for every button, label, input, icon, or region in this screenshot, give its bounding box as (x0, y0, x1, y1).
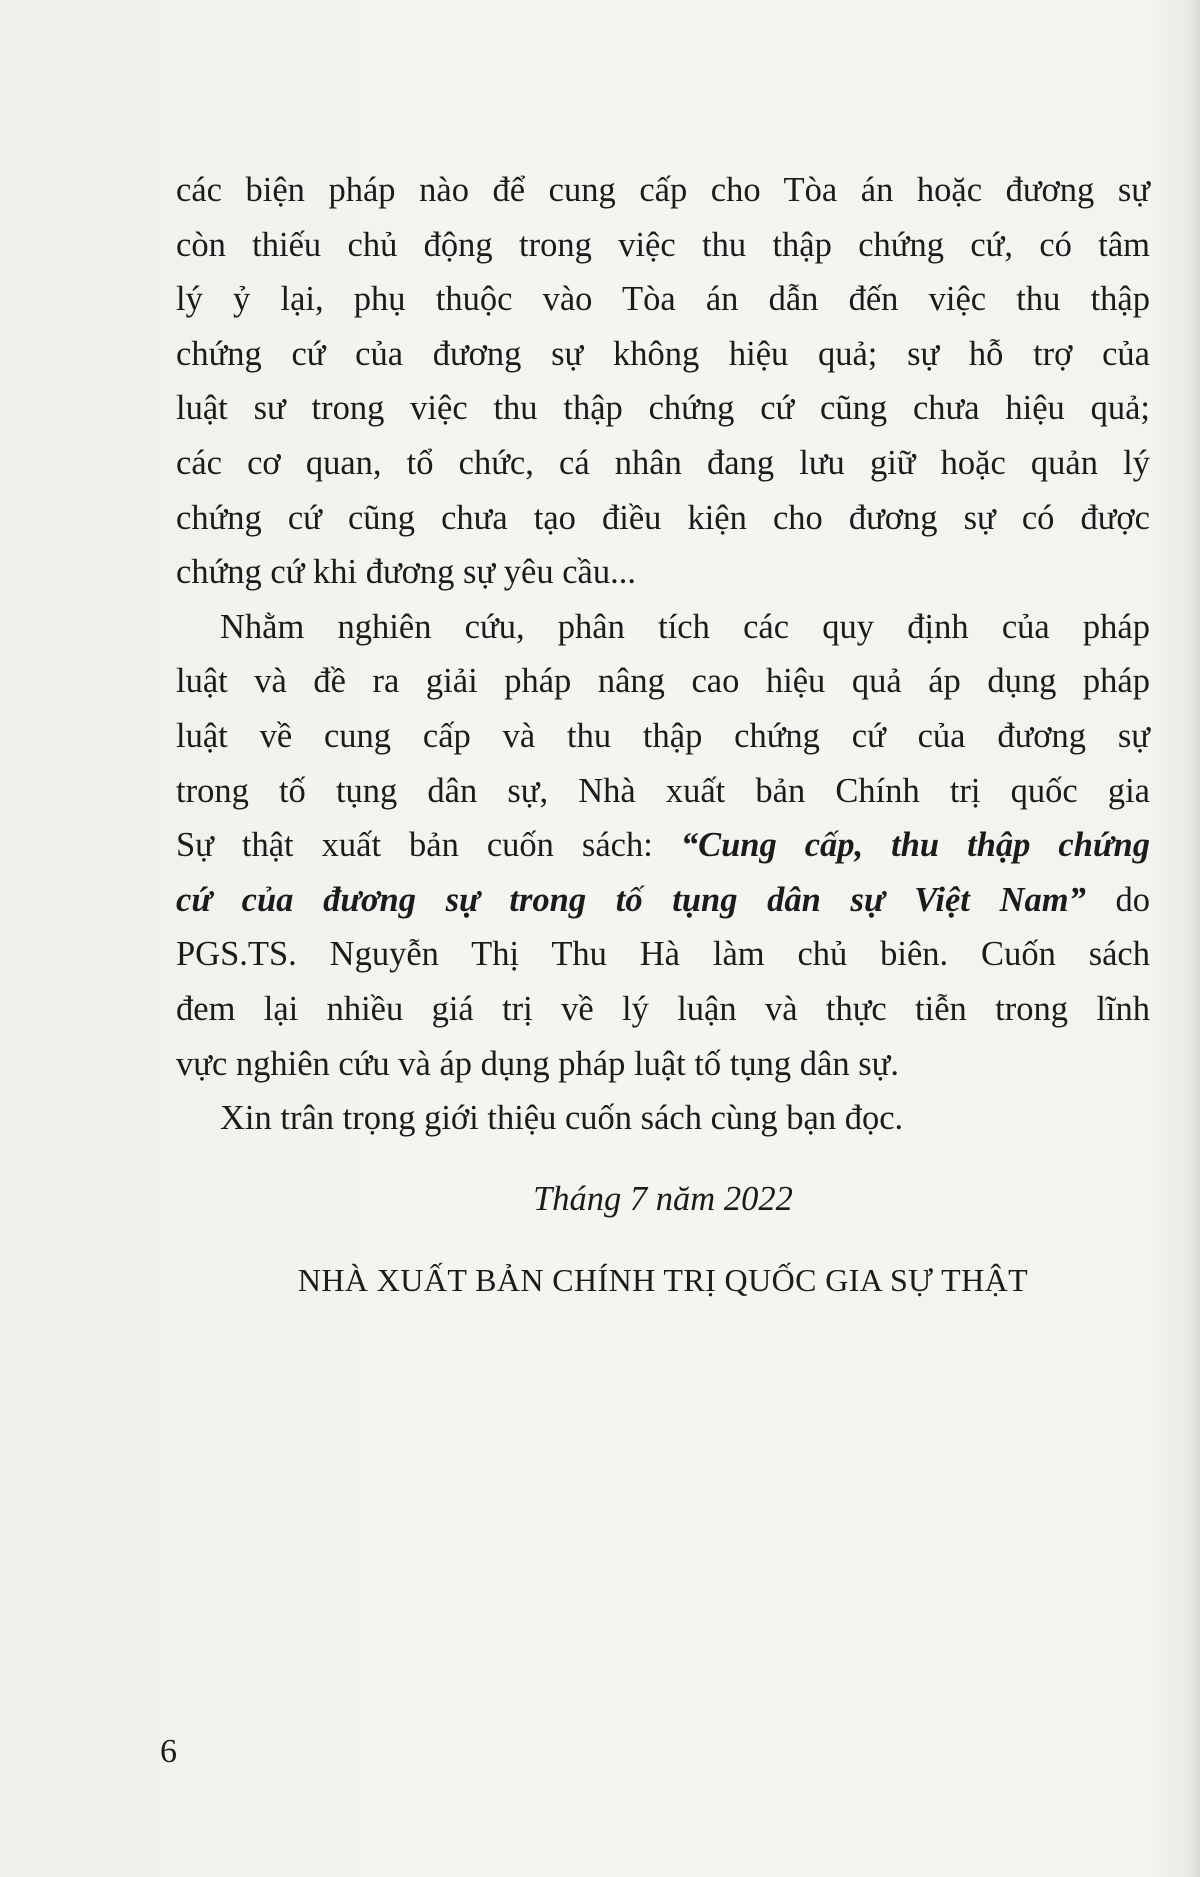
text-line: lý ỷ lại, phụ thuộc vào Tòa án dẫn đến việc thu thập (176, 280, 1150, 319)
text-line: Nhằm nghiên cứu, phân tích các quy định của pháp (220, 607, 1150, 646)
text-line: các cơ quan, tổ chức, cá nhân đang lưu giữ hoặc quản lý (176, 443, 1150, 482)
text-line: vực nghiên cứu và áp dụng pháp luật tố tụng dân sự. (176, 1044, 899, 1083)
page-number: 6 (160, 1733, 177, 1770)
paragraph-1 (176, 163, 1150, 600)
paragraph-3 (176, 1091, 1150, 1146)
book-title-part-1: “Cung cấp, thu thập chứng (680, 826, 1150, 865)
text-line: chứng cứ cũng chưa tạo điều kiện cho đương sự có được (176, 498, 1150, 537)
text-line: luật sư trong việc thu thập chứng cứ cũng chưa hiệu quả; (176, 389, 1150, 428)
book-title-part-2: cứ của đương sự trong tố tụng dân sự Việt Nam” (176, 880, 1086, 919)
text-line: Xin trân trọng giới thiệu cuốn sách cùng bạn đọc. (220, 1099, 904, 1138)
text-line: chứng cứ khi đương sự yêu cầu... (176, 553, 636, 592)
text-line: các biện pháp nào để cung cấp cho Tòa án hoặc đương sự (176, 171, 1150, 209)
page-edge-shadow (1186, 0, 1200, 1877)
text-line: còn thiếu chủ động trong việc thu thập chứng cứ, có tâm (176, 225, 1150, 264)
body-text (176, 163, 1150, 1146)
text-line: luật và đề ra giải pháp nâng cao hiệu quả áp dụng pháp (176, 662, 1150, 701)
text-segment: do (1085, 880, 1151, 919)
text-line: đem lại nhiều giá trị về lý luận và thực tiễn trong lĩnh (176, 989, 1150, 1028)
text-line: PGS.TS. Nguyễn Thị Thu Hà làm chủ biên. Cuốn sách (176, 935, 1150, 974)
text-line: chứng cứ của đương sự không hiệu quả; sự hỗ trợ của (176, 334, 1150, 373)
text-line (176, 873, 1150, 928)
text-line (176, 818, 1150, 873)
text-line: trong tố tụng dân sự, Nhà xuất bản Chính trị quốc gia (176, 771, 1150, 810)
text-segment: Sự thật xuất bản cuốn sách: (176, 826, 681, 865)
publisher-name: NHÀ XUẤT BẢN CHÍNH TRỊ QUỐC GIA SỰ THẬT (297, 1262, 1029, 1298)
text-line: luật về cung cấp và thu thập chứng cứ của đương sự (176, 716, 1150, 755)
publication-date: Tháng 7 năm 2022 (533, 1180, 793, 1218)
paragraph-2 (176, 600, 1150, 1091)
